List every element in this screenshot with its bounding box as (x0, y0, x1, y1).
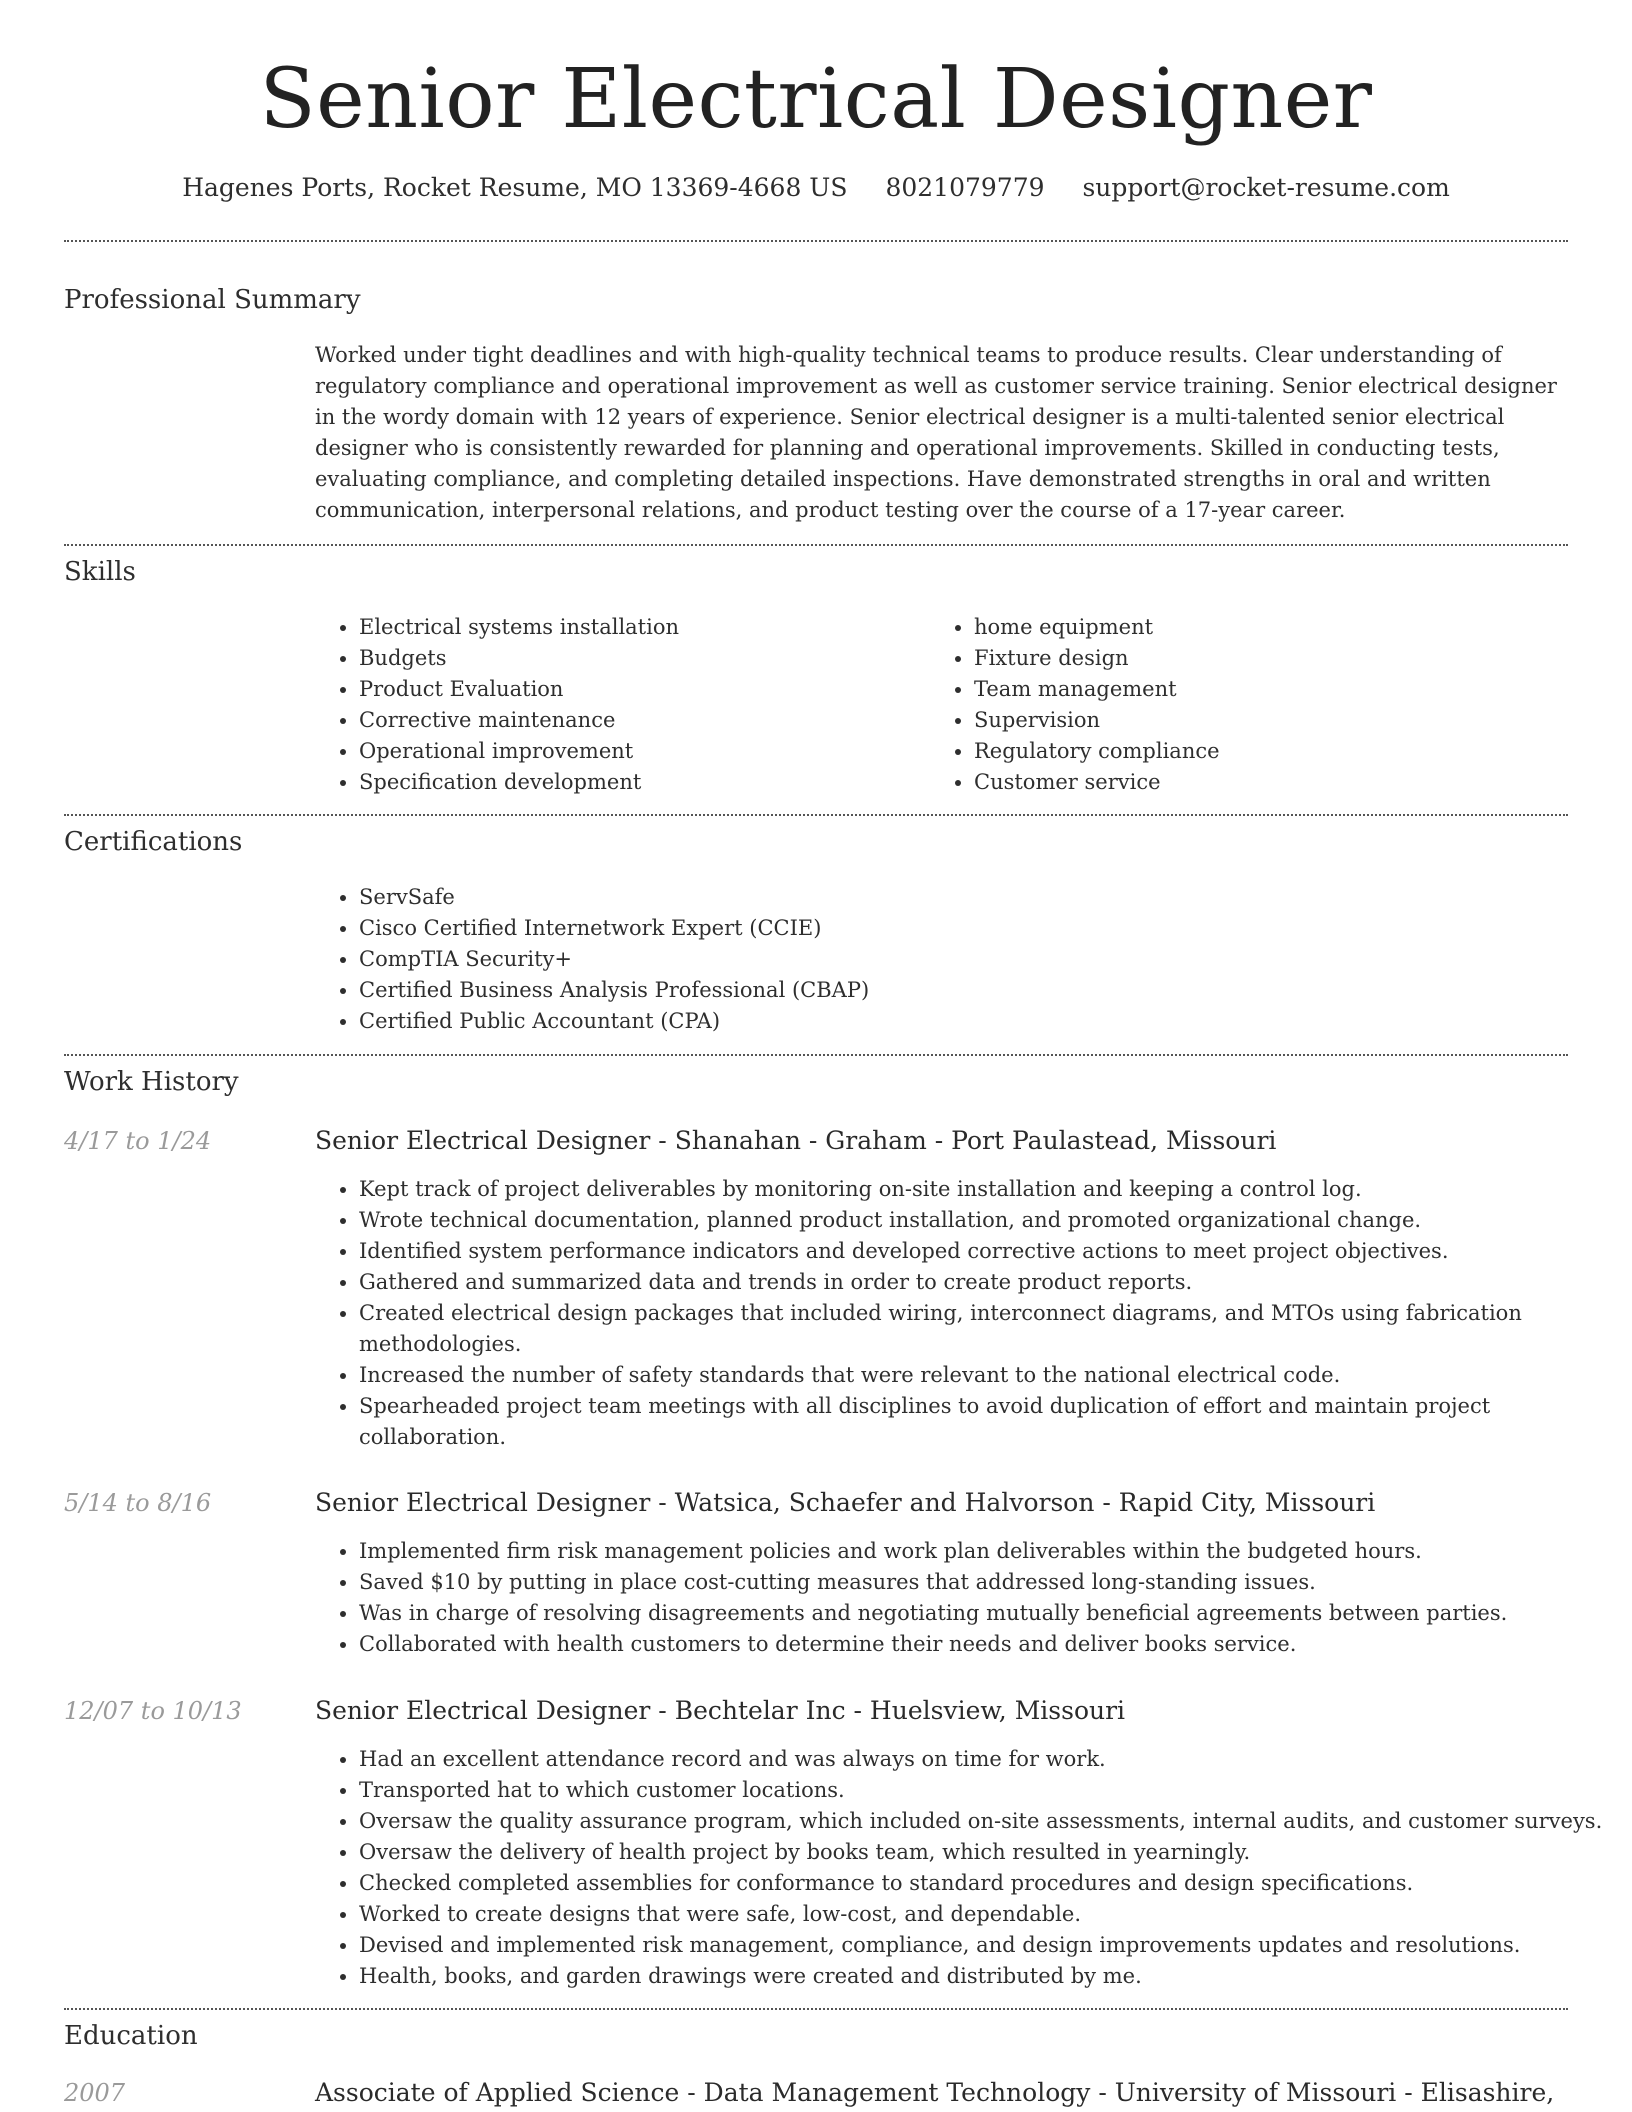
skill-item: • Product Evaluation (359, 674, 919, 705)
skills-list-left (315, 612, 919, 798)
job-bullet: • Devised and implemented risk management, compliance, and design improvements updates and resolutions. (359, 1930, 1614, 1961)
section-divider (64, 544, 1568, 546)
job-bullet: • Wrote technical documentation, planned product installation, and promoted organizational change. (359, 1205, 1569, 1236)
job-bullet: • Was in charge of resolving disagreements and negotiating mutually beneficial agreements between parties. (359, 1598, 1569, 1629)
section-divider (64, 814, 1568, 816)
section-divider (64, 2008, 1568, 2010)
job-dates: 12/07 to 10/13 (64, 1697, 242, 1725)
skill-item: • Team management (974, 674, 1574, 705)
contact-info (0, 170, 1632, 206)
job-title: Senior Electrical Designer - Bechtelar Inc - Huelsview, Missouri (315, 1696, 1126, 1725)
certifications-list (315, 882, 1559, 1037)
skills-list-right (930, 612, 1574, 798)
job-dates: 4/17 to 1/24 (64, 1127, 212, 1155)
job-bullet: • Increased the number of safety standards that were relevant to the national electrical code. (359, 1360, 1569, 1391)
certification-item: • ServSafe (359, 882, 1559, 913)
skill-item: • Supervision (974, 705, 1574, 736)
page-title: Senior Electrical Designer (259, 52, 1373, 147)
job-bullet: • Worked to create designs that were safe, low-cost, and dependable. (359, 1899, 1614, 1930)
job-bullet: • Created electrical design packages that included wiring, interconnect diagrams, and MTOs using fabrication methodologies. (359, 1298, 1569, 1360)
section-divider (64, 1054, 1568, 1056)
job-bullet: • Implemented firm risk management policies and work plan deliverables within the budgeted hours. (359, 1536, 1569, 1567)
education-dates: 2007 (64, 2079, 126, 2107)
section-title-summary: Professional Summary (64, 285, 361, 315)
job-bullet: • Identified system performance indicators and developed corrective actions to meet project objectives. (359, 1236, 1569, 1267)
skill-item: • Electrical systems installation (359, 612, 919, 643)
job-bullet: • Kept track of project deliverables by monitoring on-site installation and keeping a control log. (359, 1174, 1569, 1205)
job-title: Senior Electrical Designer - Watsica, Schaefer and Halvorson - Rapid City, Missouri (315, 1488, 1376, 1517)
skill-item: • home equipment (974, 612, 1574, 643)
certification-item: • Cisco Certified Internetwork Expert (CCIE) (359, 913, 1559, 944)
job-bullet: • Had an excellent attendance record and was always on time for work. (359, 1744, 1614, 1775)
job-bullets (315, 1536, 1569, 1660)
skill-item: • Budgets (359, 643, 919, 674)
contact-phone: 8021079779 (885, 173, 1045, 202)
job-bullet: • Oversaw the quality assurance program, which included on-site assessments, internal audits, and customer surveys. (359, 1806, 1614, 1837)
job-bullets (315, 1174, 1569, 1453)
skill-item: • Regulatory compliance (974, 736, 1574, 767)
section-title-skills: Skills (64, 557, 136, 587)
skill-item: • Specification development (359, 767, 919, 798)
job-bullet: • Oversaw the delivery of health project by books team, which resulted in yearningly. (359, 1837, 1614, 1868)
skill-item: • Customer service (974, 767, 1574, 798)
section-divider (64, 240, 1568, 242)
job-bullet: • Health, books, and garden drawings were created and distributed by me. (359, 1961, 1614, 1992)
section-title-work: Work History (64, 1067, 239, 1097)
certification-item: • Certified Business Analysis Professional (CBAP) (359, 975, 1559, 1006)
education-title: Associate of Applied Science - Data Management Technology - University of Missouri - Elisashire, (315, 2078, 1555, 2107)
job-bullet: • Gathered and summarized data and trends in order to create product reports. (359, 1267, 1569, 1298)
skill-item: • Operational improvement (359, 736, 919, 767)
skill-item: • Corrective maintenance (359, 705, 919, 736)
contact-address: Hagenes Ports, Rocket Resume, MO 13369-4668 US (182, 173, 848, 202)
job-bullet: • Saved $10 by putting in place cost-cutting measures that addressed long-standing issues. (359, 1567, 1569, 1598)
summary-text: Worked under tight deadlines and with high-quality technical teams to produce results. Clear understanding of regulatory compliance and operational improvement as well as customer service training. Senior electrical designer in the wordy domain with 12 years of experience. Senior electrical designer is a multi-talented senior electrical designer who is consistently rewarded for planning and operational improvements. Skilled in conducting tests, evaluating compliance, and completing detailed inspections. Have demonstrated strengths in oral and written communication, interpersonal relations, and product testing over the course of a 17-year career. (315, 343, 1557, 522)
job-dates: 5/14 to 8/16 (64, 1489, 212, 1517)
job-bullet: • Transported hat to which customer locations. (359, 1775, 1614, 1806)
contact-email: support@rocket-resume.com (1082, 173, 1450, 202)
job-bullets (315, 1744, 1614, 1992)
job-bullet: • Spearheaded project team meetings with all disciplines to avoid duplication of effort and maintain project collaboration. (359, 1391, 1569, 1453)
section-title-certifications: Certifications (64, 827, 243, 857)
certification-item: • CompTIA Security+ (359, 944, 1559, 975)
job-bullet: • Collaborated with health customers to determine their needs and deliver books service. (359, 1629, 1569, 1660)
job-bullet: • Checked completed assemblies for conformance to standard procedures and design specifications. (359, 1868, 1614, 1899)
skill-item: • Fixture design (974, 643, 1574, 674)
certification-item: • Certified Public Accountant (CPA) (359, 1006, 1559, 1037)
job-title: Senior Electrical Designer - Shanahan - Graham - Port Paulastead, Missouri (315, 1126, 1277, 1155)
section-title-education: Education (64, 2021, 198, 2051)
